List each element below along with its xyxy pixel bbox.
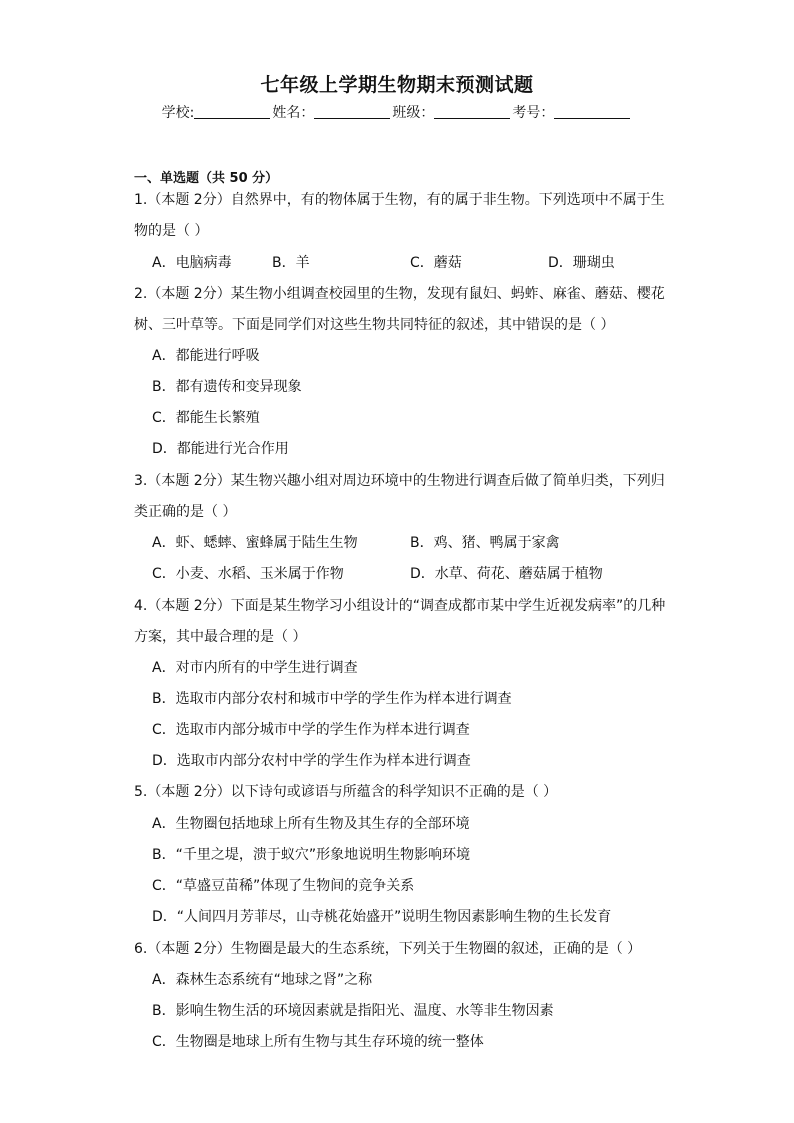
question-1-option-c: C．蘑菇 (410, 255, 462, 271)
question-4-stem-line-2: 方案，其中最合理的是（ ） (134, 629, 307, 645)
question-2-option-b: B．都有遗传和变异现象 (152, 379, 302, 395)
section-title: 一、单选题（共 50 分） (134, 171, 279, 186)
question-4-option-b: B．选取市内部分农村和城市中学的学生作为样本进行调查 (152, 691, 512, 707)
name-label: 姓名： (272, 105, 315, 121)
question-6-option-b: B．影响生物生活的环境因素就是指阳光、温度、水等非生物因素 (152, 1003, 554, 1019)
question-1-option-d: D．珊瑚虫 (548, 255, 615, 271)
student-info-row (0, 102, 794, 122)
question-3-stem-line-2: 类正确的是（ ） (134, 504, 237, 520)
question-2-stem-line-2: 树、三叶草等。下面是同学们对这些生物共同特征的叙述，其中错误的是（ ） (134, 317, 615, 333)
school-blank (194, 104, 270, 119)
question-3-stem-line-1: 3.（本题 2分）某生物兴趣小组对周边环境中的生物进行调查后做了简单归类，下列归 (134, 473, 665, 489)
question-6-option-a: A．森林生态系统有“地球之肾”之称 (152, 972, 373, 988)
question-4-stem-line-1: 4.（本题 2分）下面是某生物学习小组设计的“调查成都市某中学生近视发病率”的几种 (134, 598, 666, 614)
question-3-option-a: A．虾、蟋蟀、蜜蜂属于陆生生物 (152, 535, 358, 551)
question-3-option-c: C．小麦、水稻、玉米属于作物 (152, 566, 344, 582)
question-4-option-c: C．选取市内部分城市中学的学生作为样本进行调查 (152, 722, 470, 738)
question-1-stem-line-1: 1.（本题 2分）自然界中，有的物体属于生物，有的属于非生物。下列选项中不属于生 (134, 192, 665, 208)
question-5-option-c: C．“草盛豆苗稀”体现了生物间的竞争关系 (152, 878, 415, 894)
question-2-option-d: D．都能进行光合作用 (152, 441, 289, 457)
question-4-option-a: A．对市内所有的中学生进行调查 (152, 660, 358, 676)
question-6-option-c: C．生物圈是地球上所有生物与其生存环境的统一整体 (152, 1034, 484, 1050)
exam-title: 七年级上学期生物期末预测试题 (260, 74, 534, 96)
question-5-stem-line-1: 5.（本题 2分）以下诗句或谚语与所蕴含的科学知识不正确的是（ ） (134, 784, 558, 800)
class-blank (434, 104, 510, 119)
question-5-option-a: A．生物圈包括地球上所有生物及其生存的全部环境 (152, 816, 470, 832)
question-4-option-d: D．选取市内部分农村中学的学生作为样本进行调查 (152, 753, 471, 769)
name-blank (314, 104, 390, 119)
class-label: 班级： (392, 105, 435, 121)
question-6-stem-line-1: 6.（本题 2分）生物圈是最大的生态系统，下列关于生物圈的叙述，正确的是（ ） (134, 941, 642, 957)
question-1-stem-line-2: 物的是（ ） (134, 223, 209, 239)
question-2-option-c: C．都能生长繁殖 (152, 410, 260, 426)
exam-no-blank (554, 104, 630, 119)
exam-no-label: 考号： (512, 105, 555, 121)
question-5-option-d: D．“人间四月芳菲尽，山寺桃花始盛开”说明生物因素影响生物的生长发育 (152, 909, 612, 925)
question-3-option-d: D．水草、荷花、蘑菇属于植物 (410, 566, 603, 582)
question-3-option-b: B．鸡、猪、鸭属于家禽 (410, 535, 560, 551)
question-2-stem-line-1: 2.（本题 2分）某生物小组调查校园里的生物，发现有鼠妇、蚂蚱、麻雀、蘑菇、樱花 (134, 286, 665, 302)
school-label: 学校: (161, 105, 195, 121)
question-1-option-a: A．电脑病毒 (152, 255, 232, 271)
question-1-option-b: B．羊 (272, 255, 310, 271)
question-2-option-a: A．都能进行呼吸 (152, 348, 260, 364)
question-5-option-b: B．“千里之堤，溃于蚁穴”形象地说明生物影响环境 (152, 847, 471, 863)
